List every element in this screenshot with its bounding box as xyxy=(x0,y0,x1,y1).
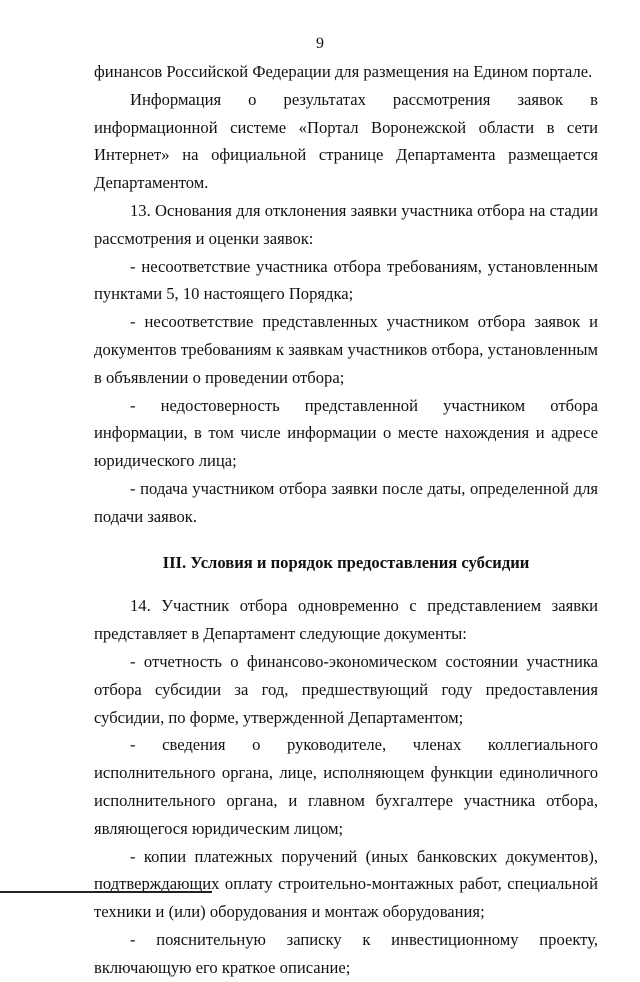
list-item-documents-mismatch: - несоответствие представленных участником отбора заявок и документов требованиям к заявкам участников отбора, установленным в объявлении о проведении отбора; xyxy=(94,312,598,387)
page-number: 9 xyxy=(316,35,324,52)
paragraph-clause-14: 14. Участник отбора одновременно с представлением заявки представляет в Департамент следующие документы: xyxy=(94,596,598,644)
list-item-management-info: - сведения о руководителе, членах коллегиального исполнительного органа, лице, исполняющем функции единоличного исполнительного органа, и главном бухгалтере участника отбора, являющегося юридическим лицом; xyxy=(94,735,598,838)
list-item-explanatory-note: - пояснительную записку к инвестиционному проекту, включающую его краткое описание; xyxy=(94,929,598,977)
footer-divider xyxy=(0,891,212,893)
list-item-financial-report: - отчетность о финансово-экономическом состоянии участника отбора субсидии за год, предшествующий году предоставления субсидии, по форме, утвержденной Департаментом; xyxy=(94,651,598,727)
list-item-requirements-mismatch: - несоответствие участника отбора требованиям, установленным пунктами 5, 10 настоящего Порядка; xyxy=(94,256,598,304)
section-heading: III. Условия и порядок предоставления субсидии xyxy=(162,552,530,572)
paragraph-continuation: финансов Российской Федерации для размещения на Едином портале. xyxy=(94,62,593,81)
paragraph-results-info: Информация о результатах рассмотрения заявок в информационной системе «Портал Воронежской области в сети Интернет» на официальной странице Департамента размещается Департаментом. xyxy=(94,89,598,193)
document-body xyxy=(94,58,598,982)
list-item-late-submission: - подача участником отбора заявки после даты, определенной для подачи заявок. xyxy=(94,478,598,526)
paragraph-clause-13: 13. Основания для отклонения заявки участника отбора на стадии рассмотрения и оценки заявок: xyxy=(94,200,598,248)
list-item-unreliable-info: - недостоверность представленной участником отбора информации, в том числе информации о месте нахождения и адресе юридического лица; xyxy=(94,395,598,471)
list-item-payment-copies: - копии платежных поручений (иных банковских документов), подтверждающих оплату строительно-монтажных работ, специальной техники и (или) оборудования и монтаж оборудования; xyxy=(94,846,598,922)
